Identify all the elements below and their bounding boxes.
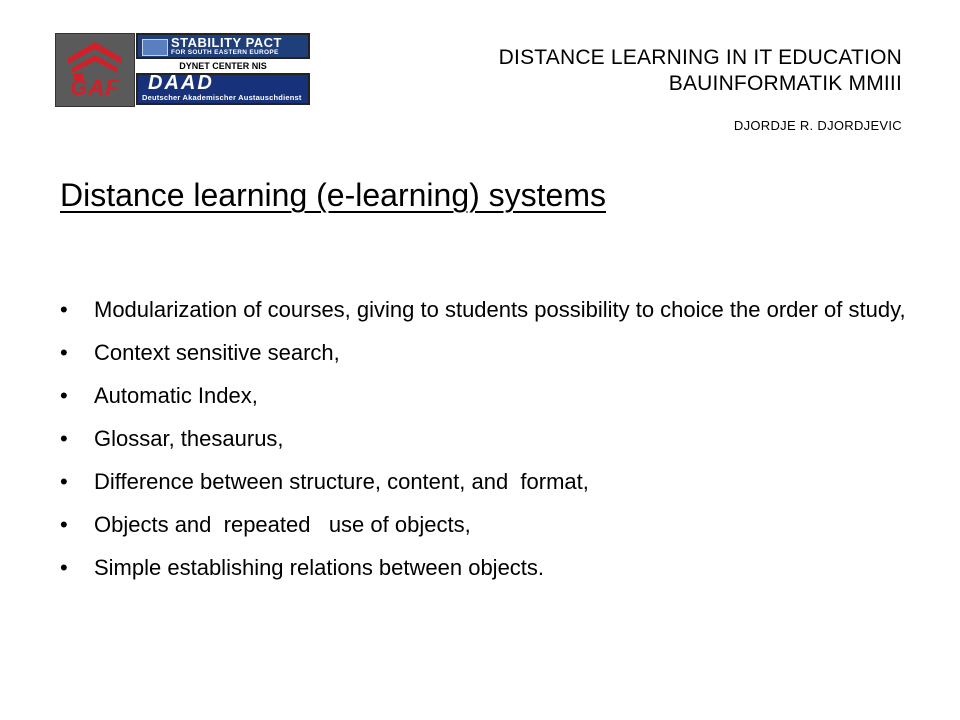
list-item-text: Modularization of courses, giving to students possibility to choice the order of study,	[94, 297, 906, 322]
bullet-icon: •	[60, 383, 68, 408]
bullet-icon: •	[60, 555, 68, 580]
stability-pact-title: STABILITY PACT	[171, 35, 282, 50]
bullet-icon: •	[60, 297, 68, 322]
gaf-logo	[55, 33, 135, 107]
list-item	[60, 510, 920, 540]
bullet-icon: •	[60, 469, 68, 494]
list-item-text: Simple establishing relations between objects.	[94, 555, 545, 580]
list-item	[60, 338, 920, 368]
logo-banner	[55, 33, 311, 105]
stability-pact-logo	[136, 33, 310, 59]
list-item	[60, 553, 920, 583]
slide-title: Distance learning (e-learning) systems	[60, 177, 606, 213]
list-item-text: Automatic Index,	[94, 383, 258, 408]
list-item	[60, 295, 920, 325]
daad-logo-subtitle: Deutscher Akademischer Austauschdienst	[142, 93, 302, 102]
bullet-icon: •	[60, 340, 68, 365]
gaf-logo-text: GAF	[70, 75, 120, 100]
bullet-list	[60, 295, 920, 596]
list-item	[60, 424, 920, 454]
list-item-text: Glossar, thesaurus,	[94, 426, 284, 451]
header-title	[499, 45, 902, 97]
daad-logo	[136, 73, 310, 105]
list-item-text: Context sensitive search,	[94, 340, 340, 365]
bullet-icon: •	[60, 426, 68, 451]
daad-logo-title: DAAD	[148, 72, 214, 94]
bullet-icon: •	[60, 512, 68, 537]
list-item-text: Objects and repeated use of objects,	[94, 512, 471, 537]
header-title-line1: DISTANCE LEARNING IN IT EDUCATION	[498, 46, 902, 69]
list-item	[60, 467, 920, 497]
header-title-line2: BAUINFORMATIK MMIII	[668, 72, 902, 95]
eu-flag-icon	[142, 39, 168, 56]
author-name: DJORDJE R. DJORDJEVIC	[733, 118, 902, 133]
list-item	[60, 381, 920, 411]
dynet-label: DYNET CENTER NIS	[179, 61, 267, 71]
list-item-text: Difference between structure, content, and format,	[94, 469, 589, 494]
stability-pact-subtitle: FOR SOUTH EASTERN EUROPE	[171, 49, 279, 56]
